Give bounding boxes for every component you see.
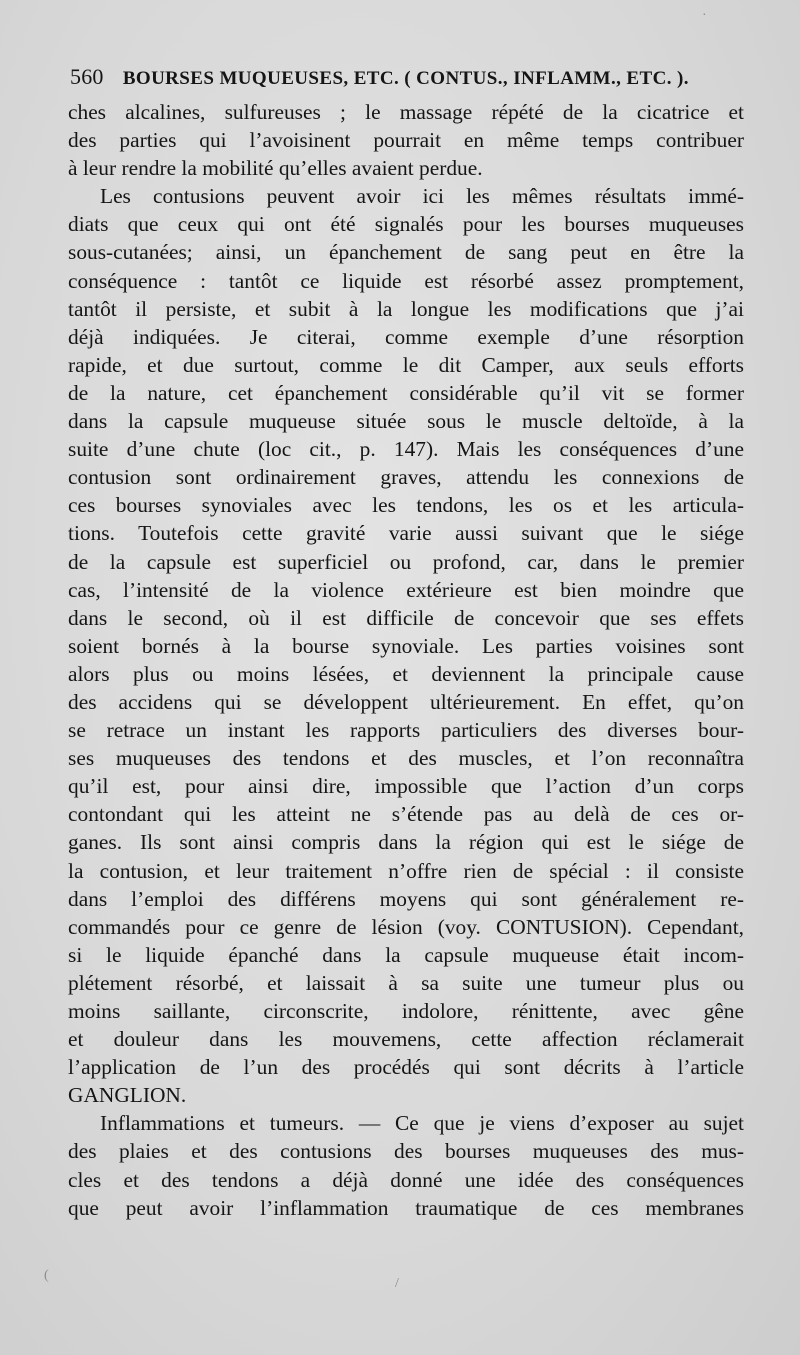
text-line: GANGLION.: [68, 1083, 187, 1108]
text-line: l’application de l’un des procédés qui sont décrits à l’article: [68, 1055, 744, 1080]
text-line: plétement résorbé, et laissait à sa suite une tumeur plus ou: [68, 970, 744, 995]
text-line: qu’il est, pour ainsi dire, impossible que l’action d’un corps: [68, 774, 744, 799]
text-line: contusion sont ordinairement graves, attendu les connexions de: [68, 465, 744, 490]
text-line: des parties qui l’avoisinent pourrait en même temps contribuer: [68, 128, 744, 153]
text-line: si le liquide épanché dans la capsule muqueuse était incom-: [68, 942, 744, 967]
text-line: se retrace un instant les rapports particuliers des diverses bour-: [68, 718, 744, 743]
text-line: des accidens qui se développent ultérieurement. En effet, qu’on: [68, 689, 744, 714]
text-line: dans le second, où il est difficile de concevoir que ses effets: [68, 605, 744, 630]
text-line: ches alcalines, sulfureuses ; le massage répété de la cicatrice et: [68, 100, 744, 124]
paper-speck: /: [395, 1276, 399, 1291]
text-line: Inflammations et tumeurs. — Ce que je viens d’exposer au sujet: [100, 1111, 744, 1136]
text-line: que peut avoir l’inflammation traumatique de ces membranes: [68, 1195, 744, 1220]
text-line: alors plus ou moins lésées, et deviennent la principale cause: [68, 661, 744, 686]
body-text: [68, 98, 744, 1222]
text-line: rapide, et due surtout, comme le dit Camper, aux seuls efforts: [68, 352, 744, 377]
text-line: ces bourses synoviales avec les tendons, les os et les articula-: [68, 493, 744, 518]
text-line: de la capsule est superficiel ou profond, car, dans le premier: [68, 549, 744, 574]
text-line: dans l’emploi des différens moyens qui sont généralement re-: [68, 886, 744, 911]
text-line: et douleur dans les mouvemens, cette affection réclamerait: [68, 1027, 744, 1052]
page-header: [70, 64, 750, 90]
text-line: Les contusions peuvent avoir ici les mêmes résultats immé-: [100, 184, 744, 209]
text-line: des plaies et des contusions des bourses muqueuses des mus-: [68, 1139, 744, 1164]
text-line: conséquence : tantôt ce liquide est résorbé assez promptement,: [68, 268, 744, 293]
text-line: cles et des tendons a déjà donné une idée des conséquences: [68, 1167, 744, 1192]
text-line: dans la capsule muqueuse située sous le muscle deltoïde, à la: [68, 409, 744, 434]
text-line: moins saillante, circonscrite, indolore, rénittente, avec gêne: [68, 999, 744, 1023]
running-title: BOURSES MUQUEUSES, ETC. ( CONTUS., INFLAMM., ETC. ).: [122, 68, 689, 89]
text-line: la contusion, et leur traitement n’offre rien de spécial : il consiste: [68, 858, 744, 883]
text-line: sous-cutanées; ainsi, un épanchement de sang peut en être la: [68, 240, 744, 265]
text-line: commandés pour ce genre de lésion (voy. CONTUSION). Cependant,: [68, 914, 744, 939]
text-line: ganes. Ils sont ainsi compris dans la région qui est le siége de: [68, 830, 744, 855]
text-line: déjà indiquées. Je citerai, comme exemple d’une résorption: [68, 324, 744, 349]
text-line: ses muqueuses des tendons et des muscles, et l’on reconnaîtra: [68, 746, 744, 771]
text-line: tions. Toutefois cette gravité varie aussi suivant que le siége: [68, 521, 744, 546]
text-line: diats que ceux qui ont été signalés pour les bourses muqueuses: [68, 212, 744, 237]
page-number: 560: [70, 64, 104, 89]
text-line: cas, l’intensité de la violence extérieure est bien moindre que: [68, 577, 744, 602]
text-line: tantôt il persiste, et subit à la longue les modifications que j’ai: [68, 296, 744, 321]
text-line: à leur rendre la mobilité qu’elles avaient perdue.: [68, 156, 483, 181]
paper-speck: ·: [702, 8, 707, 23]
paper-speck: (: [44, 1268, 49, 1283]
text-line: de la nature, cet épanchement considérable qu’il vit se former: [68, 380, 744, 405]
text-line: contondant qui les atteint ne s’étende pas au delà de ces or-: [68, 802, 744, 827]
text-line: suite d’une chute (loc cit., p. 147). Mais les conséquences d’une: [68, 437, 744, 462]
text-line: soient bornés à la bourse synoviale. Les parties voisines sont: [68, 633, 744, 658]
